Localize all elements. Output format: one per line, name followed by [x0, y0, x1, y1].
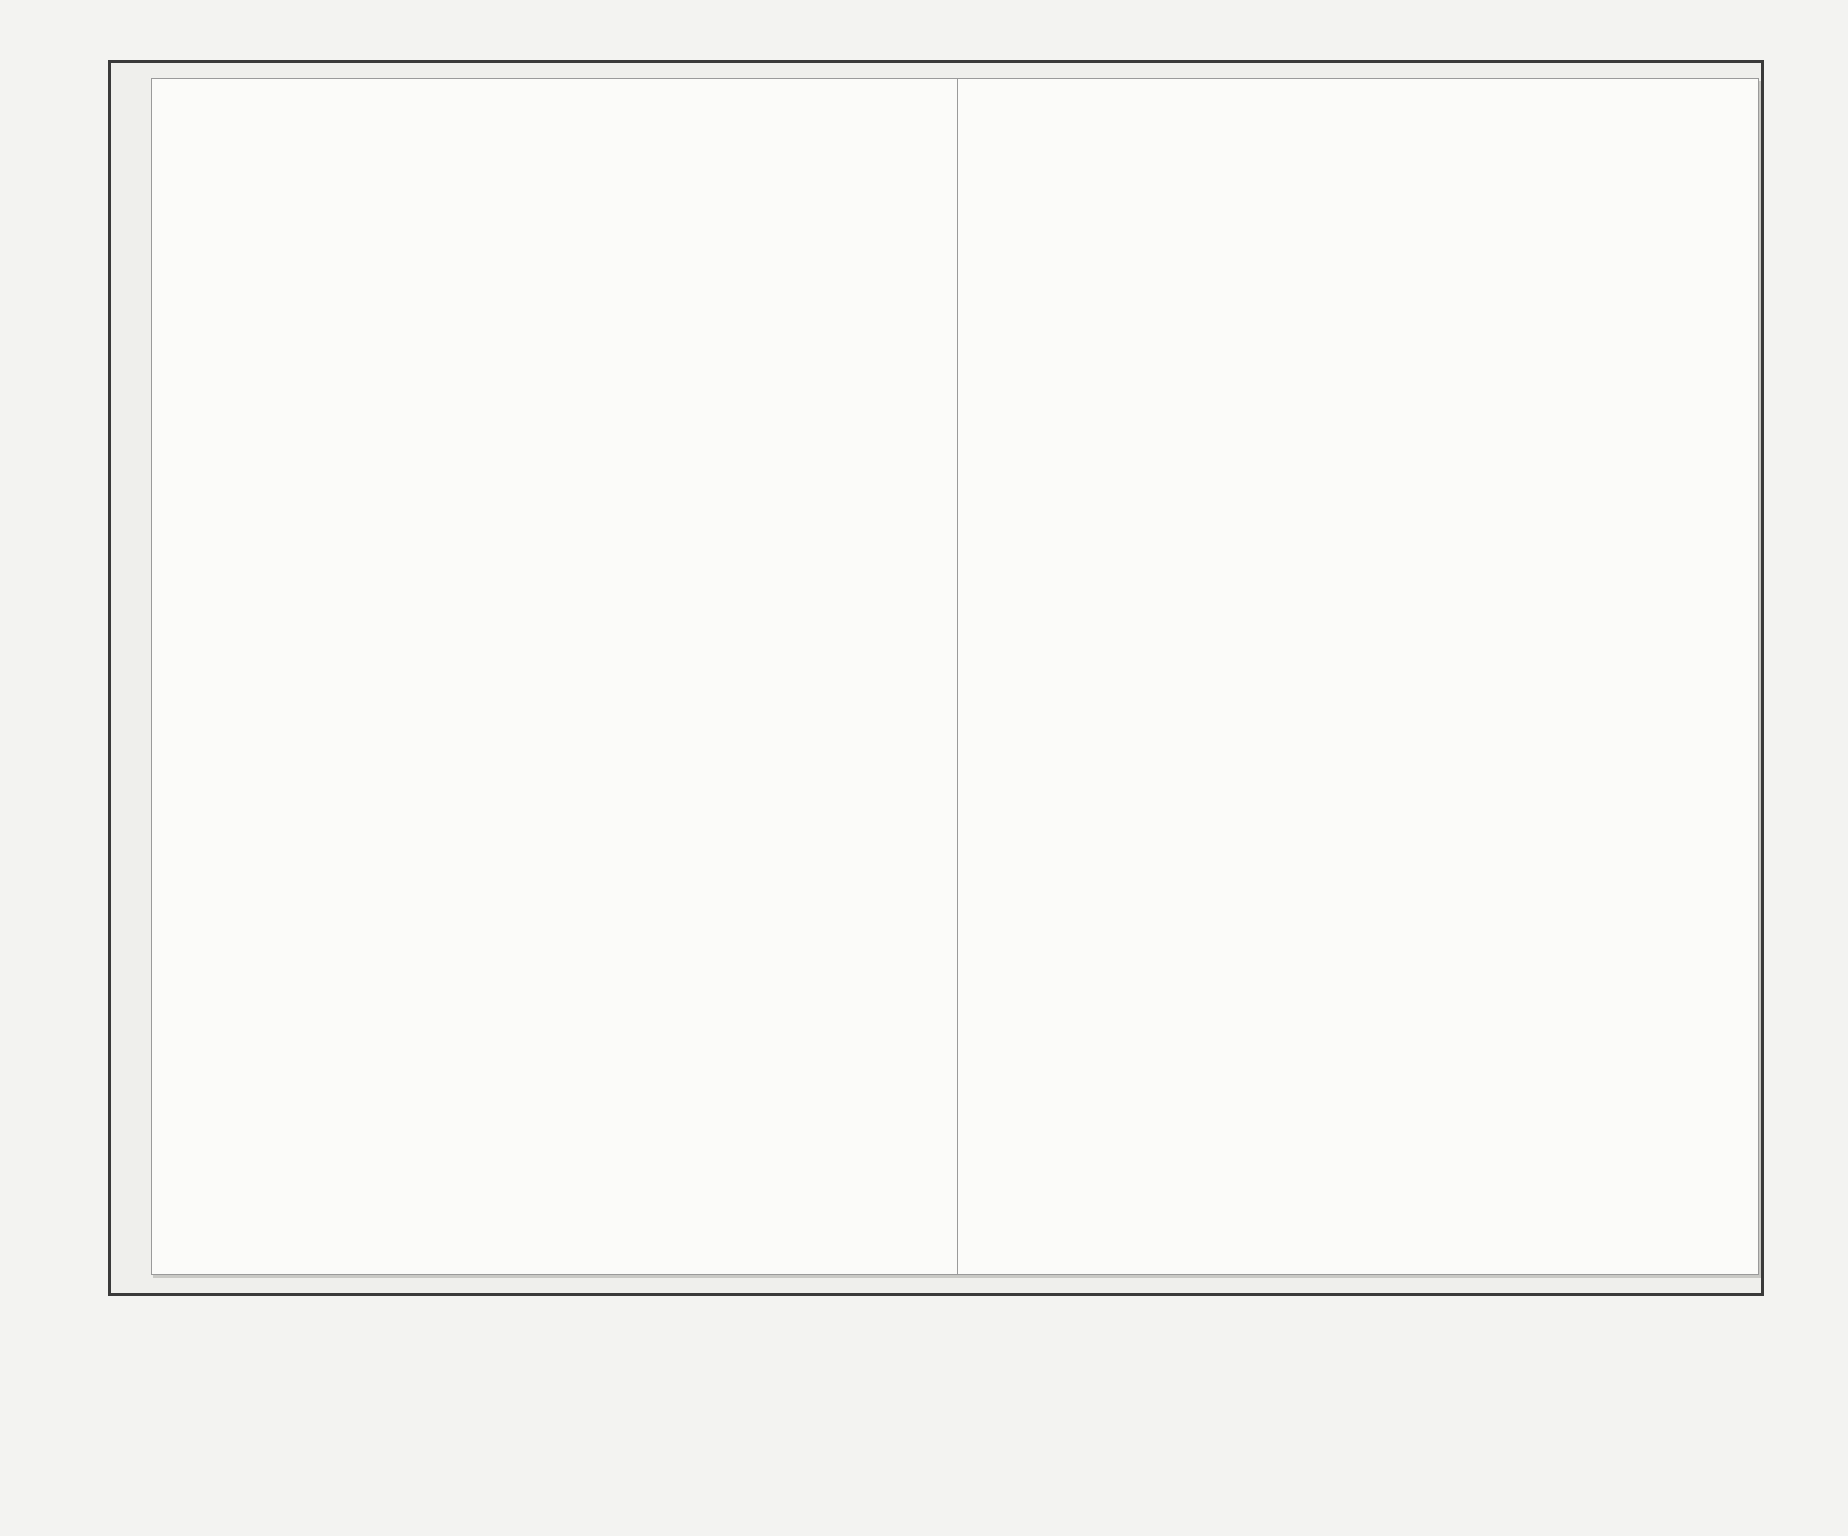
scan-frame	[108, 60, 1764, 1296]
left-page	[151, 78, 958, 1275]
right-page	[957, 78, 1759, 1275]
